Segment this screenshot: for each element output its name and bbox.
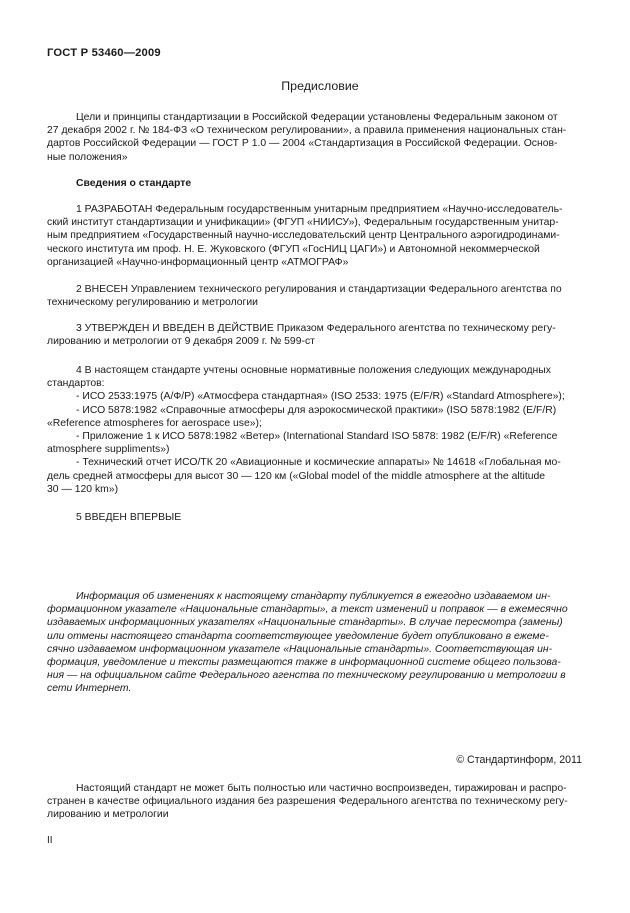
notice-paragraph — [47, 590, 583, 696]
item-5-text: 5 ВВЕДЕН ВПЕРВЫЕ — [76, 512, 182, 523]
item-2-line: техническому регулированию и метрологии — [47, 297, 258, 309]
item-3 — [47, 322, 583, 348]
notice-line: сети Интернет. — [47, 683, 132, 695]
reproduction-line: странен в качестве официального издания без разрешения Федерального агентства по техническому регу- — [47, 796, 568, 808]
intro-line: Цели и принципы стандартизации в Российской Федерации установлены Федеральным законом от — [76, 112, 558, 123]
notice-line: формационном указателе «Национальные стандарты», а текст изменений и поправок — в ежемесячно — [47, 604, 568, 616]
item-2-line: 2 ВНЕСЕН Управлением технического регулирования и стандартизации Федерального агентства по — [76, 284, 562, 295]
page-number: II — [47, 835, 53, 846]
intro-paragraph — [47, 111, 583, 164]
item-3-line: лированию и метрологии от 9 декабря 2009 г. № 599-ст — [47, 336, 315, 348]
item-1-line: ческого института им проф. Н. Е. Жуковского (ФГУП «ГосНИЦ ЦАГИ») и Автономной некоммерческой — [47, 243, 540, 255]
section-heading: Сведения о стандарте — [76, 178, 192, 189]
notice-line: формация, уведомление и тексты размещаются также в информационной системе общего пользова- — [47, 657, 561, 669]
item-2 — [47, 283, 583, 309]
item-4-line: 30 — 120 km») — [47, 483, 119, 495]
notice-line: ния — на официальном сайте Федерального агенства по техническому регулированию и метрологии в — [47, 670, 566, 682]
page-title: Предисловие — [281, 79, 359, 93]
item-4-line: - Приложение 1 к ИСО 5878:1982 «Ветер» (International Standard ISO 5878: 1982 (E/F/R) «Reference — [76, 431, 558, 443]
item-4-line: дель средней атмосферы для высот 30 — 120 км («Global model of the middle atmosphere at the altitude — [47, 470, 546, 482]
item-4-line: atmosphere suppliments») — [47, 444, 170, 456]
item-1-line: ский институт стандартизации и унификации» (ФГУП «НИИСУ»), Федеральным государственным унитар- — [47, 217, 559, 229]
item-1-line: ным предприятием «Государственный научно-исследовательский центр Центрального аэрогидродинами- — [47, 230, 560, 242]
item-4-line: - Технический отчет ИСО/ТК 20 «Авиационные и космические аппараты» № 14618 «Глобальная мо- — [76, 457, 561, 469]
copyright-notice: © Стандартинформ, 2011 — [456, 754, 582, 766]
reproduction-line: Настоящий стандарт не может быть полностью или частично воспроизведен, тиражирован и распро- — [76, 783, 567, 794]
notice-line: сячно издаваемом информационном указателе «Национальные стандарты». Соответствующая ин- — [47, 643, 553, 655]
notice-line: издаваемых информационных указателях «Национальные стандарты». В случае пересмотра (замены) — [47, 617, 563, 629]
item-1-line: 1 РАЗРАБОТАН Федеральным государственным унитарным предприятием «Научно-исследователь- — [76, 204, 563, 215]
item-5 — [47, 511, 583, 524]
intro-line: ные положения» — [47, 151, 128, 163]
intro-line: дартов Российской Федерации — ГОСТ Р 1.0 — 2004 «Стандартизация в Российской Федерации. Основ- — [47, 138, 558, 150]
notice-line: или отмены настоящего стандарта соответствующее уведомление будет опубликовано в ежеме- — [47, 630, 549, 642]
item-4-line: 4 В настоящем стандарте учтены основные нормативные положения следующих международных — [76, 365, 551, 376]
item-1 — [47, 203, 583, 269]
standard-code: ГОСТ Р 53460—2009 — [47, 47, 161, 59]
item-1-line: организацией «Научно-информационный центр «АТМОГРАФ» — [47, 256, 349, 268]
reproduction-line: лированию и метрологии — [47, 809, 169, 821]
notice-line: Информация об изменениях к настоящему стандарту публикуется в ежегодно издаваемом ин- — [76, 591, 551, 602]
reproduction-notice — [47, 782, 583, 822]
item-4 — [47, 364, 583, 496]
intro-line: 27 декабря 2002 г. № 184-ФЗ «О техническом регулировании», а правила применения национальных стан- — [47, 125, 567, 137]
item-4-line: - ИСО 5878:1982 «Справочные атмосферы для аэрокосмической практики» (ISO 5878:1982 (E/F/R) — [76, 404, 557, 416]
item-4-line: «Reference atmospheres for aerospace use»); — [47, 417, 262, 429]
item-4-line: стандартов: — [47, 378, 105, 390]
item-4-line: - ИСО 2533:1975 (А/Ф/Р) «Атмосфера стандартная» (ISO 2533: 1975 (E/F/R) «Standard Atmosphere»); — [76, 391, 565, 403]
item-3-line: 3 УТВЕРЖДЕН И ВВЕДЕН В ДЕЙСТВИЕ Приказом Федерального агентства по техническому регу- — [76, 323, 556, 334]
